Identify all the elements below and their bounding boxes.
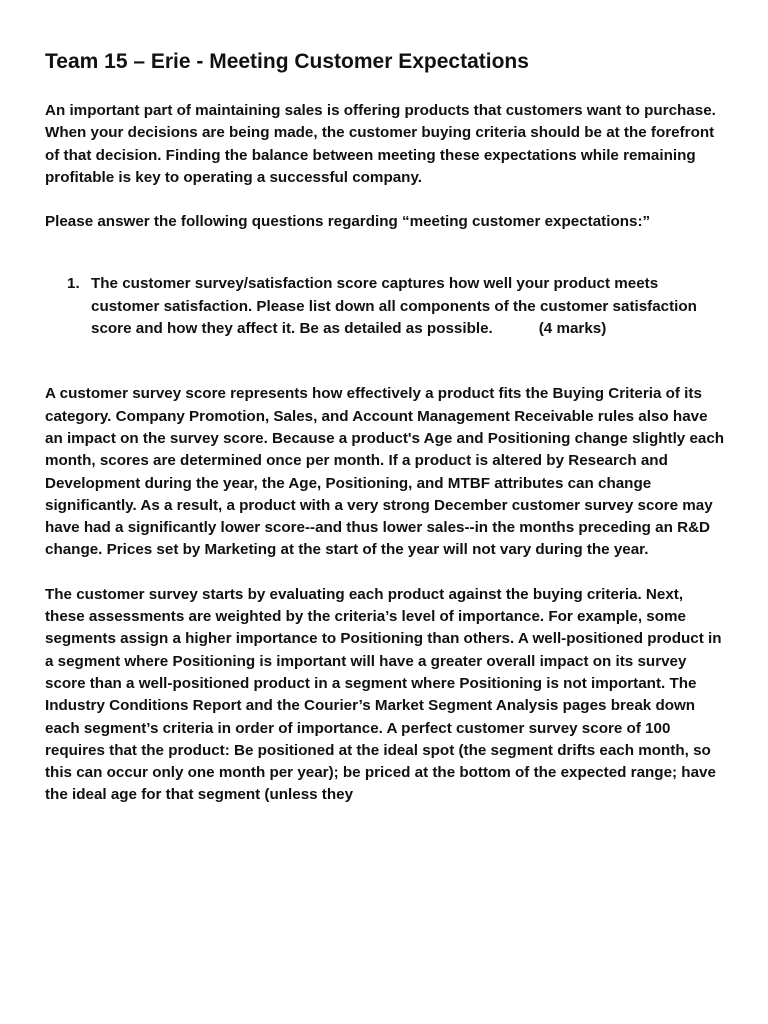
- question-list: [45, 273, 725, 340]
- prompt-paragraph: Please answer the following questions regarding “meeting customer expectations:”: [45, 213, 651, 231]
- answer-paragraph: A customer survey score represents how effectively a product fits the Buying Criteria of its category. Company Promotion, Sales, and Account Management Receivable rules also have an impact on the survey score. Because a product's Age and Positioning change slightly each month, scores are determined once per month. If a product is altered by Research and Development during the year, the Age, Positioning, and MTBF attributes can change significantly. As a result, a product with a very strong December customer survey score may have had a significantly lower score--and thus lower sales--in the months preceding an R&D change. Prices set by Marketing at the start of the year will not vary during the year.: [45, 385, 725, 559]
- question-marks: (4 marks): [538, 320, 607, 338]
- question-text: The customer survey/satisfaction score captures how well your product meets customer satisfaction. Please list down all components of the customer satisfaction score and how they affect it. Be as detailed as possible.: [91, 275, 697, 338]
- answer-block: [45, 383, 725, 806]
- question-number: 1.: [67, 275, 80, 293]
- question-item: [45, 273, 725, 340]
- intro-paragraph: An important part of maintaining sales is offering products that customers want to purchase. When your decisions are being made, the customer buying criteria should be at the forefront of that decision. Finding the balance between meeting these expectations while remaining profitable is key to operating a successful company.: [45, 102, 716, 186]
- answer-paragraph: The customer survey starts by evaluating each product against the buying criteria. Next, these assessments are weighted by the criteria’s level of importance. For example, some segments assign a higher importance to Positioning than others. A well-positioned product in a segment where Positioning is important will have a greater overall impact on its survey score than a well-positioned product in a segment where Positioning is not important. The Industry Conditions Report and the Courier’s Market Segment Analysis pages break down each segment’s criteria in order of importance. A perfect customer survey score of 100 requires that the product: Be positioned at the ideal spot (the segment drifts each month, so this can occur only one month per year); be priced at the bottom of the expected range; have the ideal age for that segment (unless they: [45, 585, 722, 804]
- document-page: [45, 48, 725, 829]
- document-title: Team 15 – Erie - Meeting Customer Expectations: [45, 50, 529, 73]
